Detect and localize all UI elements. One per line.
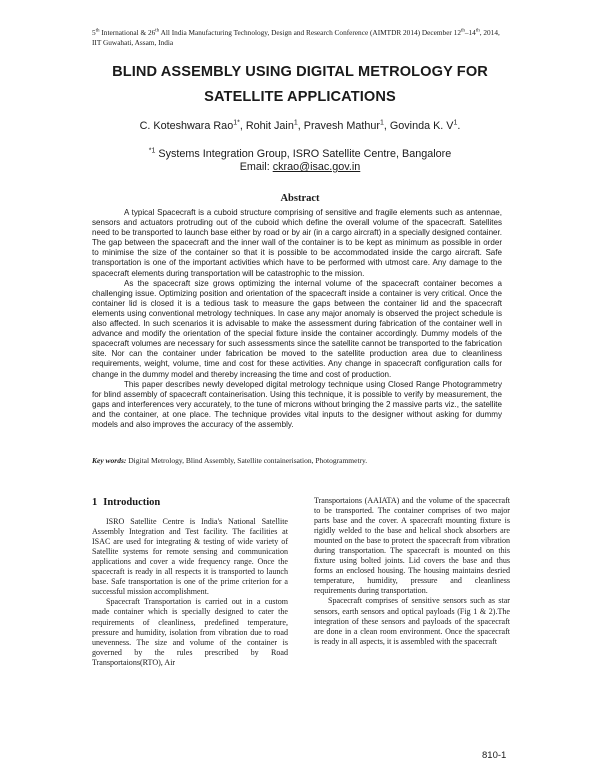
body-paragraph: Spacecraft comprises of sensitive sensors such as star sensors, earth sensors and optical payloads (Fig 1 & 2).The integration of these sensors and payloads of the spacecraft are done in a clean room environment. Once the spacecraft is ready in all aspects, it is assembled with the spacecraft: [314, 596, 510, 646]
title-line-2: SATELLITE APPLICATIONS: [204, 89, 396, 105]
abstract-paragraph: A typical Spacecraft is a cuboid structure comprising of sensitive and fragile elements such as antennae, sensors and actuators protruding out of the cuboid which define the overall volume of the spacecraft. Satellites need to be transported to launch base either by road or by air (in a cargo aircraft) in a specially designed container. The gap between the spacecraft and the inner wall of the container is to be kept as minimum as possible in order to minimise the size of the container so that it is possible to be accommodated inside the cargo aircraft. Safe transportation is one of the important activities which have to be performed with utmost care. Any damage to the spacecraft elements during transportation will be catastrophic to the mission.: [92, 208, 502, 278]
body-paragraph: ISRO Satellite Centre is India's National Satellite Assembly Integration and Test facility. The facilities at ISAC are used for integrating & testing of wide variety of Satellite systems for remote sensing and communication applications and cover a wide frequency range. Once the spacecraft is ready in all respects it is transported to launch base. Safe transportation is one of the prime criterion for a successful mission accomplishment.: [92, 517, 288, 597]
left-column: [92, 496, 288, 668]
abstract-paragraph: This paper describes newly developed digital metrology technique using Closed Range Photogrammetry for blind assembly of spacecraft containerisation. Using this technique, it is possible to verify by measurement, the gaps and interferences very accurately, to the tune of microns without bringing the 2 massive parts viz., the satellite and the container, at one place. The technique provides vital inputs to the designer without asking for dummy models and also improves the accuracy of the assembly.: [92, 379, 502, 429]
title-line-1: BLIND ASSEMBLY USING DIGITAL METROLOGY FOR: [112, 64, 488, 80]
author-list: C. Koteshwara Rao$^{1*}$, Rohit Jain$^1$, Pravesh Mathur$^1$, Govinda K. $V^1$.: [139, 119, 461, 132]
page-number: 810-1: [482, 750, 507, 761]
affiliation-email: Email: ckrao@isac.gov.in: [239, 161, 361, 173]
keywords: [92, 456, 512, 466]
abstract-heading: Abstract: [280, 193, 320, 204]
abstract-body: [92, 208, 502, 430]
body-paragraph: Spacecraft Transportation is carried out in a custom made container which is specially designed to cater the requirements of cleanliness, predefined temperature, pressure and humidity, isolation from vibration due to road unevenness. The size and volume of the container is governed by the rules prescribed by Road Transportaions(RTO), Air: [92, 597, 288, 667]
abstract-paragraph: As the spacecraft size grows optimizing the internal volume of the spacecraft container becomes a challenging issue. Optimizing position and orientation of the spacecraft inside a container is very critical. Once the container lid is closed it is a tedious task to measure the gaps between the container lid and the spacecraft elements using conventional metrology techniques. In case any major anomaly is observed the project schedule is also affected. In such scenarios it is advisable to make the assessment during fabrication of the container well in advance and modify the orientation of the special fixture inside the container accordingly. Dummy models of the spacecraft volumes are necessary for such assessments since the satellite cannot be transported to the fabrication site. Nor can the container under fabrication be moved to the satellite production area due to cleanliness requirements, weight, volume, time and cost for these activities. Any change in spacecraft configuration calls for change in the dummy model and thereby increasing the time and cost of production.: [92, 278, 502, 379]
keywords-label: Key words:: [92, 456, 127, 465]
conference-header: [92, 28, 522, 48]
conference-line-1: 5th International & 26th All India Manufacturing Technology, Design and Research Conference (AIMTDR 2014) December 12th–14th, 2014,: [92, 28, 500, 37]
right-column: [314, 496, 510, 647]
affiliation: [80, 148, 520, 174]
keywords-text: Digital Metrology, Blind Assembly, Satellite containerisation, Photogrammetry.: [126, 456, 368, 465]
conference-line-2: IIT Guwahati, Assam, India: [92, 38, 174, 47]
paper-title: [80, 60, 520, 110]
affiliation-org: $^{*1}$ Systems Integration Group, ISRO Satellite Centre, Bangalore: [148, 147, 452, 160]
body-paragraph: Transportaions (AAIATA) and the volume of the spacecraft to be transported. The container comprises of two major parts base and the cover. A spacecraft mounting fixture is rigidly welded to the base and helical shock absorbers are mounted on the base to protect the spacecraft from vibration during transportation. The spacecraft is mounted on this fixture using bolted joints. Lid covers the base and thus forms an enclosed housing. The housing maintains desried temperature, humidity, pressure and cleanliness requirements during transportation.: [314, 496, 510, 596]
email-link[interactable]: ckrao@isac.gov.in: [272, 161, 361, 173]
section-heading-introduction: 1 Introduction: [92, 497, 161, 508]
